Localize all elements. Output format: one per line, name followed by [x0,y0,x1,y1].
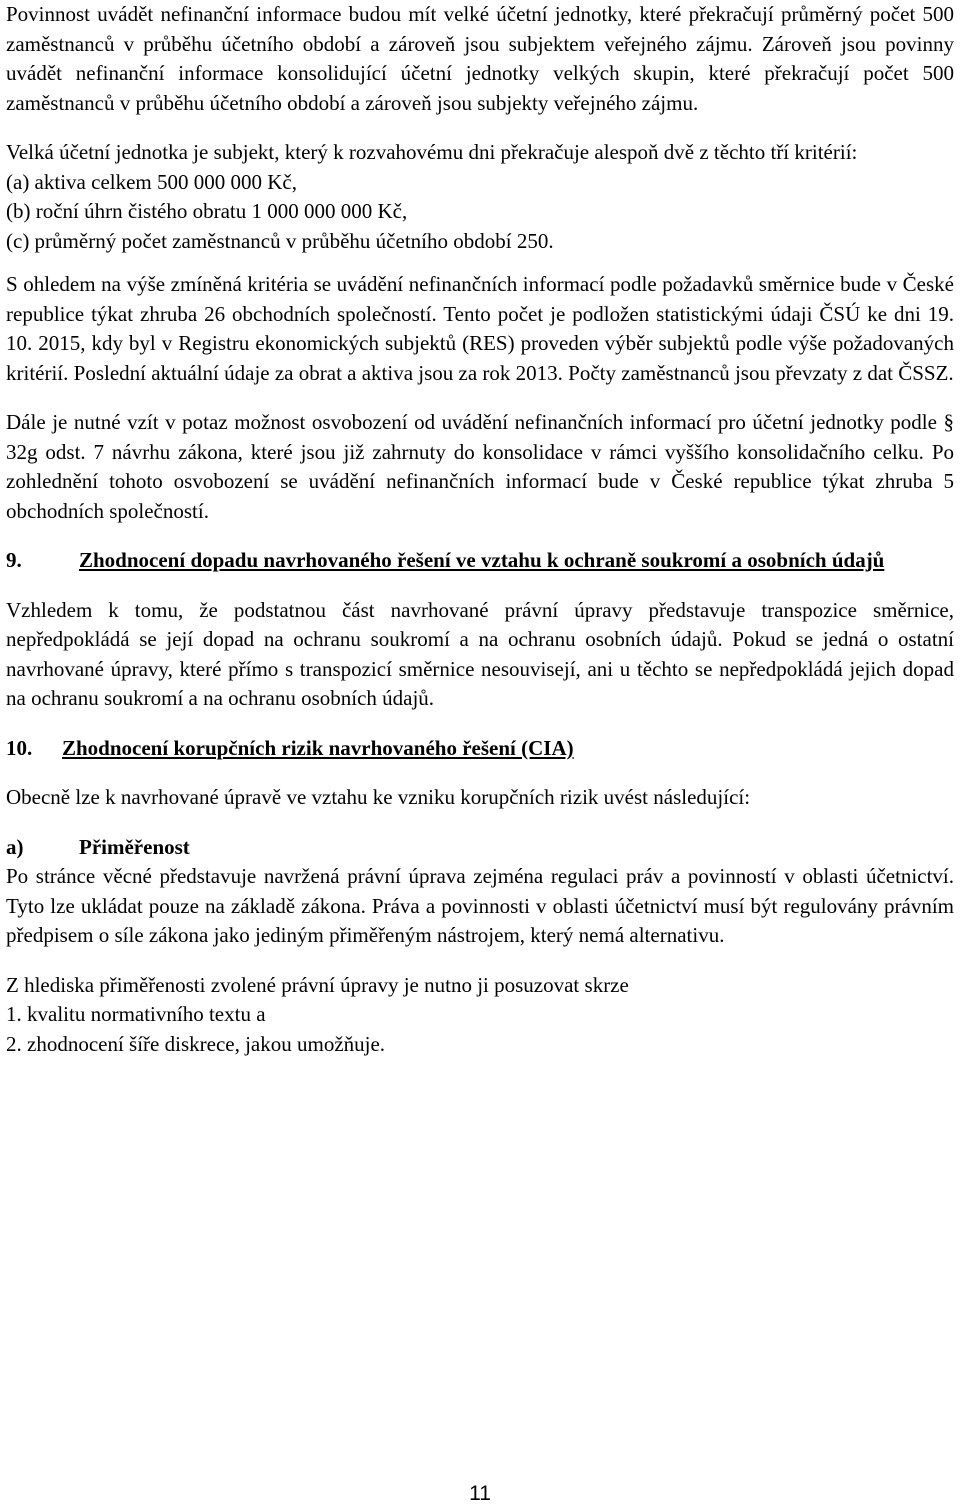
assessment-item-1: 1. kvalitu normativního textu a [6,1002,266,1026]
section-9-number: 9. [6,548,22,572]
proportionality-assessment [6,971,954,1060]
paragraph-corruption-intro: Obecně lze k navrhované úpravě ve vztahu ke vzniku korupčních rizik uvést následující: [6,785,751,809]
criterion-c: (c) průměrný počet zaměstnanců v průběhu účetního období 250. [6,228,554,253]
section-10-number: 10. [6,735,33,760]
page-number: 11 [469,1482,491,1505]
subsection-a-title: Přiměřenost [79,834,190,859]
paragraph-affected-companies: S ohledem na výše zmíněná kritéria se uvádění nefinančních informací podle požadavků směrnice bude v České republice týkat zhruba 26 obchodních společností. Tento počet je podložen statistickými údaji ČSÚ ke dni 19. 10. 2015, kdy byl v Registru ekonomických subjektů (RES) proveden výběr subjektů podle výše požadovaných kritérií. Poslední aktuální údaje za obrat a aktiva jsou za rok 2013. Počty zaměstnanců jsou převzaty z dat ČSSZ. [6,272,954,385]
criterion-a: (a) aktiva celkem 500 000 000 Kč, [6,169,297,194]
section-10-title: Zhodnocení korupčních rizik navrhovaného řešení (CIA) [62,735,574,760]
paragraph-proportionality: Po stránce věcné představuje navržená právní úprava zejména regulaci práv a povinností v oblasti účetnictví. Tyto lze ukládat pouze na základě zákona. Práva a povinnosti v oblasti účetnictví musí být regulovány právním předpisem o síle zákona jako jediným přiměřeným nástrojem, který nemá alternativu. [6,864,954,947]
paragraph-exemption: Dále je nutné vzít v potaz možnost osvobození od uvádění nefinančních informací pro účetní jednotky podle § 32g odst. 7 návrhu zákona, které jsou již zahrnuty do konsolidace v rámci vyššího konsolidačního celku. Po zohlednění tohoto osvobození se uvádění nefinančních informací bude v České republice týkat zhruba 5 obchodních společností. [6,410,954,523]
criteria-intro: Velká účetní jednotka je subjekt, který k rozvahovému dni překračuje alespoň dvě z těchto tří kritérií: [6,140,858,164]
document-page [6,0,954,1059]
section-9-heading [6,546,954,576]
section-9-title: Zhodnocení dopadu navrhovaného řešení ve vztahu k ochraně soukromí a osobních údajů [79,548,885,572]
section-10-heading [6,734,954,764]
paragraph-privacy-impact: Vzhledem k tomu, že podstatnou část navrhované právní úpravy představuje transpozice směrnice, nepředpokládá se její dopad na ochranu soukromí a na ochranu osobních údajů. Pokud se jedná o ostatní navrhované úpravy, které přímo s transpozicí směrnice nesouvisejí, ani u těchto se nepředpokládá jejich dopad na ochranu soukromí a na ochranu osobních údajů. [6,597,954,710]
assessment-item-2: 2. zhodnocení šíře diskrece, jakou umožňuje. [6,1031,386,1056]
paragraph-nonfinancial-obligation: Povinnost uvádět nefinanční informace budou mít velké účetní jednotky, které překračují průměrný počet 500 zaměstnanců v průběhu účetního období a zároveň jsou subjektem veřejného zájmu. Zároveň jsou povinny uvádět nefinanční informace konsolidující účetní jednotky velkých skupin, které překračují počet 500 zaměstnanců v průběhu účetního období a zároveň jsou subjekty veřejného zájmu. [6,2,954,115]
large-entity-criteria [6,138,954,256]
subsection-a-label: a) [6,834,24,859]
criterion-b: (b) roční úhrn čistého obratu 1 000 000 000 Kč, [6,199,408,223]
assessment-intro: Z hlediska přiměřenosti zvolené právní úpravy je nutno ji posuzovat skrze [6,972,629,997]
subsection-a-heading [6,833,954,863]
